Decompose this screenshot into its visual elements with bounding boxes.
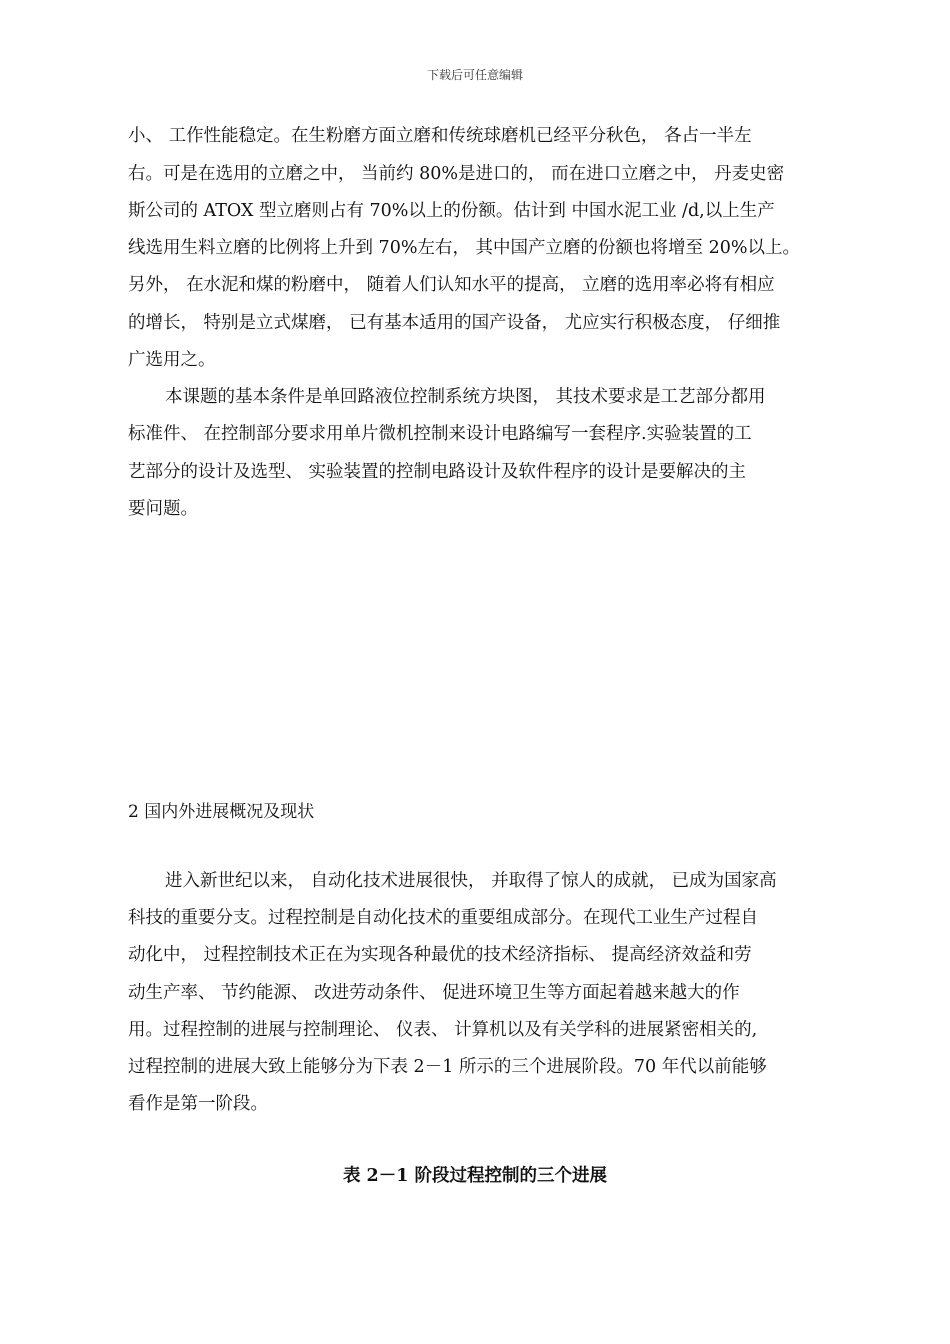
- paragraph-line: 动化中， 过程控制技术正在为实现各种最优的技术经济指标、 提高经济效益和劳: [128, 945, 752, 965]
- paragraph-line: 动生产率、 节约能源、 改进劳动条件、 促进环境卫生等方面起着越来越大的作: [128, 983, 740, 1003]
- paragraph-line: 广选用之。: [128, 350, 216, 370]
- paragraph-line: 科技的重要分支。过程控制是自动化技术的重要组成部分。在现代工业生产过程自: [128, 908, 758, 928]
- paragraph-line: 线选用生料立磨的比例将上升到 70%左右， 其中国产立磨的份额也将增至 20%以上。: [128, 238, 800, 258]
- paragraph-line: 小、 工作性能稳定。在生粉磨方面立磨和传统球磨机已经平分秋色， 各占一半左: [128, 126, 752, 146]
- paragraph-line: 标准件、 在控制部分要求用单片微机控制来设计电路编写一套程序.实验装置的工: [128, 424, 752, 444]
- paragraph-line: 另外， 在水泥和煤的粉磨中， 随着人们认知水平的提高， 立磨的选用率必将有相应: [128, 275, 775, 295]
- paragraph-line: 本课题的基本条件是单回路液位控制系统方块图， 其技术要求是工艺部分都用: [165, 387, 766, 407]
- section-title: 2 国内外进展概况及现状: [128, 802, 315, 822]
- table-caption: 表 2－1 阶段过程控制的三个进展: [342, 1166, 608, 1186]
- paragraph-line: 右。可是在选用的立磨之中， 当前约 80%是进口的， 而在进口立磨之中， 丹麦史密: [128, 164, 785, 184]
- paragraph-line: 用。过程控制的进展与控制理论、 仪表、 计算机以及有关学科的进展紧密相关的,: [128, 1020, 758, 1040]
- paragraph-line: 要问题。: [128, 499, 198, 519]
- paragraph-line: 艺部分的设计及选型、 实验装置的控制电路设计及软件程序的设计是要解决的主: [128, 462, 747, 482]
- paragraph-line: 过程控制的进展大致上能够分为下表 2－1 所示的三个进展阶段。70 年代以前能够: [128, 1057, 767, 1077]
- paragraph-line: 斯公司的 ATOX 型立磨则占有 70%以上的份额。估计到 中国水泥工业 /d,以上生产: [128, 201, 775, 221]
- paragraph-line: 的增长， 特别是立式煤磨， 已有基本适用的国产设备， 尤应实行积极态度， 仔细推: [128, 313, 781, 333]
- paragraph-line: 进入新世纪以来， 自动化技术进展很快， 并取得了惊人的成就， 已成为国家高: [165, 871, 777, 891]
- paragraph-line: 看作是第一阶段。: [128, 1094, 268, 1114]
- page-header: 下载后可任意编辑: [426, 68, 523, 82]
